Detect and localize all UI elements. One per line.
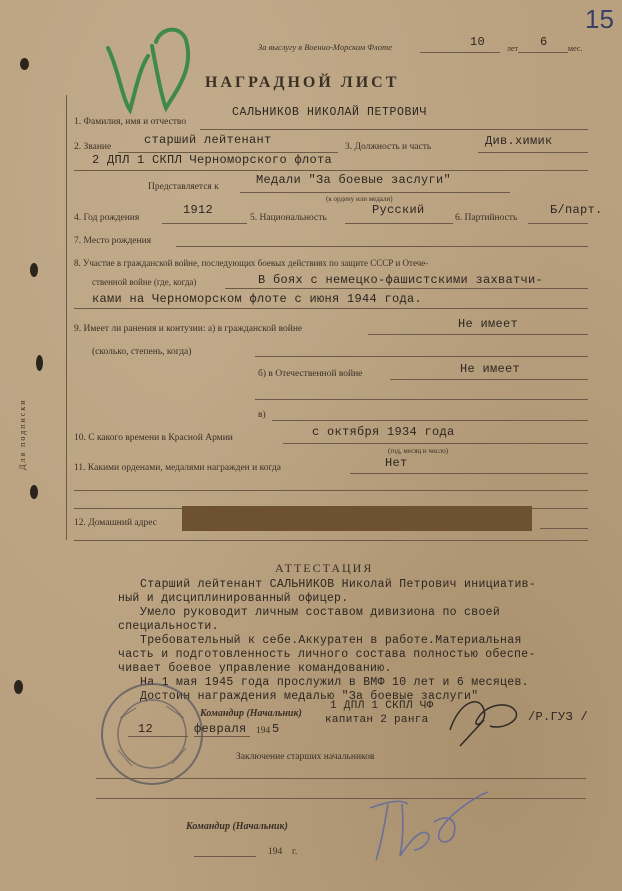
- attestation-line: На 1 мая 1945 года прослужил в ВМФ 10 лет и 6 месяцев.: [140, 676, 529, 689]
- reviewer-signature: [362, 778, 492, 868]
- margin-line: [66, 95, 67, 540]
- attestation-line: часть и подготовленность личного состава полностью обеспе-: [118, 648, 536, 661]
- f8-value-1: В боях с немецко-фашистскими захватчи-: [258, 273, 544, 287]
- f9c-label: в): [258, 410, 266, 420]
- f4-label: 4. Год рождения: [74, 213, 140, 223]
- corner-number: 15: [585, 4, 614, 34]
- f9-label: 9. Имеет ли ранения и контузии: а) в гражданской войне: [74, 324, 303, 334]
- commander-rank: капитан 2 ранга: [325, 714, 429, 726]
- attestation-line: ный и дисциплинированный офицер.: [118, 592, 349, 605]
- punch-hole: [30, 263, 38, 277]
- f5-value: Русский: [372, 203, 425, 217]
- attestation-line: специальности.: [118, 620, 219, 633]
- f10-label: 10. С какого времени в Красной Армии: [74, 433, 233, 443]
- nominated-value: Медали "За боевые заслуги": [256, 173, 452, 187]
- months-value: 6: [540, 35, 548, 49]
- f9-value-a: Не имеет: [458, 317, 519, 331]
- date-day: 12: [138, 722, 154, 736]
- conclusion-label: Заключение старших начальников: [236, 752, 375, 762]
- bottom-year-suffix: г.: [292, 847, 298, 857]
- document-title: НАГРАДНОЙ ЛИСТ: [205, 74, 400, 91]
- address-redaction: [182, 506, 532, 531]
- green-ink-mark: [100, 18, 210, 118]
- f1-label: 1. Фамилия, имя и отчество: [74, 117, 187, 127]
- commander-unit: 1 ДПЛ 1 СКПЛ ЧФ: [330, 700, 434, 712]
- nominated-hint: (к ордену или медали): [326, 195, 393, 203]
- years-value: 10: [470, 35, 486, 49]
- nominated-label: Представляется к: [148, 182, 219, 192]
- attestation-line: чивает боевое управление командованию.: [118, 662, 392, 675]
- f10-value: с октября 1934 года: [312, 425, 455, 439]
- f4-value: 1912: [183, 203, 214, 217]
- date-month: февраля: [194, 722, 247, 736]
- bottom-year: 194: [268, 847, 283, 857]
- attestation-line: Достоин награждения медалью "За боевые заслуги": [140, 690, 479, 703]
- f6-label: 6. Партийность: [455, 213, 518, 223]
- f3-value: Див.химик: [485, 134, 553, 148]
- punch-hole: [14, 680, 23, 694]
- service-label: За выслугу в Военно-Морском Флоте: [258, 42, 392, 52]
- side-label: Для подписки: [18, 398, 27, 470]
- commander-label: Командир (Начальник): [200, 708, 302, 719]
- punch-hole: [30, 485, 38, 499]
- date-year-digit: 5: [272, 722, 280, 736]
- attestation-line: Старший лейтенант САЛЬНИКОВ Николай Петрович инициатив-: [140, 578, 537, 591]
- commander-name: /Р.ГУЗ /: [528, 710, 589, 724]
- punch-hole: [36, 355, 43, 371]
- date-year: 194: [256, 726, 271, 736]
- f8-label-2: ственной войне (где, когда): [92, 277, 197, 287]
- f11-label: 11. Какими орденами, медалями награжден и когда: [74, 463, 281, 473]
- f2-label: 2. Звание: [74, 142, 112, 152]
- f7-label: 7. Место рождения: [74, 236, 152, 246]
- commander-label-bottom: Командир (Начальник): [186, 821, 288, 832]
- f6-value: Б/парт.: [550, 203, 603, 217]
- f1-value: САЛЬНИКОВ НИКОЛАЙ ПЕТРОВИЧ: [232, 106, 428, 119]
- f3-label: 3. Должность и часть: [345, 142, 432, 152]
- years-label: лет: [507, 44, 519, 53]
- f5-label: 5. Национальность: [250, 213, 327, 223]
- attestation-line: Умело руководит личным составом дивизиона по своей: [140, 606, 501, 619]
- months-label: мес.: [568, 44, 583, 53]
- f11-value: Нет: [385, 456, 408, 470]
- f8-label-1: 8. Участие в гражданской войне, последующих боевых действиях по защите СССР и Отече-: [74, 258, 429, 268]
- punch-hole: [20, 58, 29, 70]
- f9-sub: (сколько, степень, когда): [92, 347, 192, 357]
- attestation-line: Требовательный к себе.Аккуратен в работе.Материальная: [140, 634, 522, 647]
- attestation-heading: АТТЕСТАЦИЯ: [275, 561, 374, 575]
- f10-hint: (год, месяц и число): [388, 447, 449, 455]
- f9-value-b: Не имеет: [460, 362, 521, 376]
- f12-label: 12. Домашний адрес: [74, 518, 157, 528]
- f3-value-unit: 2 ДПЛ 1 СКПЛ Черноморского флота: [92, 153, 333, 167]
- f9b-label: б) в Отечественной войне: [258, 369, 363, 379]
- commander-signature: [440, 690, 530, 750]
- f2-value: старший лейтенант: [144, 133, 272, 147]
- f8-value-2: ками на Черноморском флоте с июня 1944 года.: [92, 292, 423, 306]
